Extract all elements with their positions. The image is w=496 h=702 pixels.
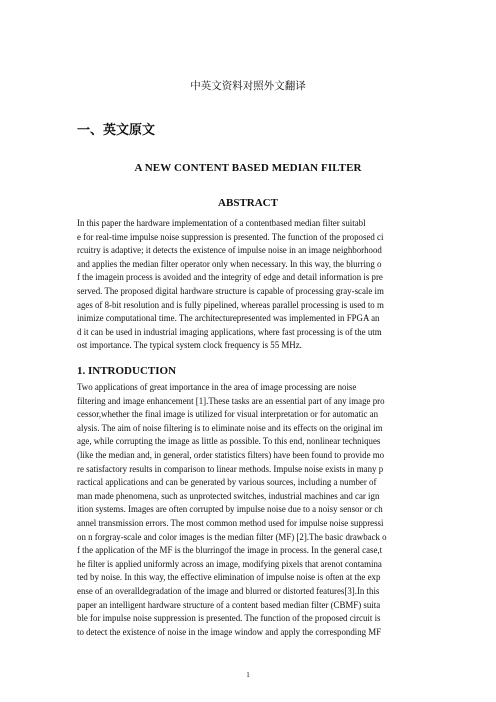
abstract-paragraph: In this paper the hardware implementation of a contentbased median filter suitabl e for real-time impulse noise suppression is presented. The function of the proposed ci rcuitry is adaptive; it detects the existence of impulse noise in an image neighborhood and applies the median filter operator only when necessary. In this way, the blurring o f the imagein process is avoided and the integrity of edge and detail information is pre served. The proposed digital hardware structure is capable of processing gray-scale im ages of 8-bit resolution and is fully pipelined, whereas parallel processing is used to m inimize computational time. The architecturepresented was implemented in FPGA an d it can be used in industrial imaging applications, where fast processing is of the utm ost importance. The typical system clock frequency is 55 MHz. [77, 218, 384, 351]
paper-title: A NEW CONTENT BASED MEDIAN FILTER [134, 162, 362, 174]
introduction-paragraph: Two applications of great importance in the area of image processing are noise filtering and image enhancement [1].These tasks are an essential part of any image pro cessor,whether the final image is utilized for visual interpretation or for automatic an alysis. The aim of noise filtering is to eliminate noise and its effects on the original im age, while corrupting the image as little as possible. To this end, nonlinear techniques (like the median and, in general, order statistics filters) have been found to provide mo re satisfactory results in comparison to linear methods. Impulse noise exists in many p ractical applications and can be generated by various sources, including a number of man made phenomena, such as unprotected switches, industrial machines and car ign ition systems. Images are often corrupted by impulse noise due to a noisy sensor or ch annel transmission errors. The most common method used for impulse noise suppressi on n forgray-scale and color images is the median filter (MF) [2].The basic drawback o f the application of the MF is the blurringof the image in process. In the general case,t he filter is applied uniformly across an image, modifying pixels that arenot contamina ted by noise. In this way, the effective elimination of impulse noise is often at the exp ense of an overalldegradation of the image and blurred or distorted features[3].In this paper an intelligent hardware structure of a content based median filter (CBMF) suita ble for impulse noise suppression is presented. The function of the proposed circuit is to detect the existence of noise in the image window and apply the corresponding MF [77, 382, 387, 637]
introduction-heading: 1. INTRODUCTION [77, 365, 177, 377]
abstract-heading: ABSTRACT [218, 197, 278, 209]
document-header-title: 中英文资料对照外文翻译 [190, 80, 306, 92]
page-number: 1 [246, 670, 250, 679]
section-heading: 一、英文原文 [77, 123, 156, 138]
